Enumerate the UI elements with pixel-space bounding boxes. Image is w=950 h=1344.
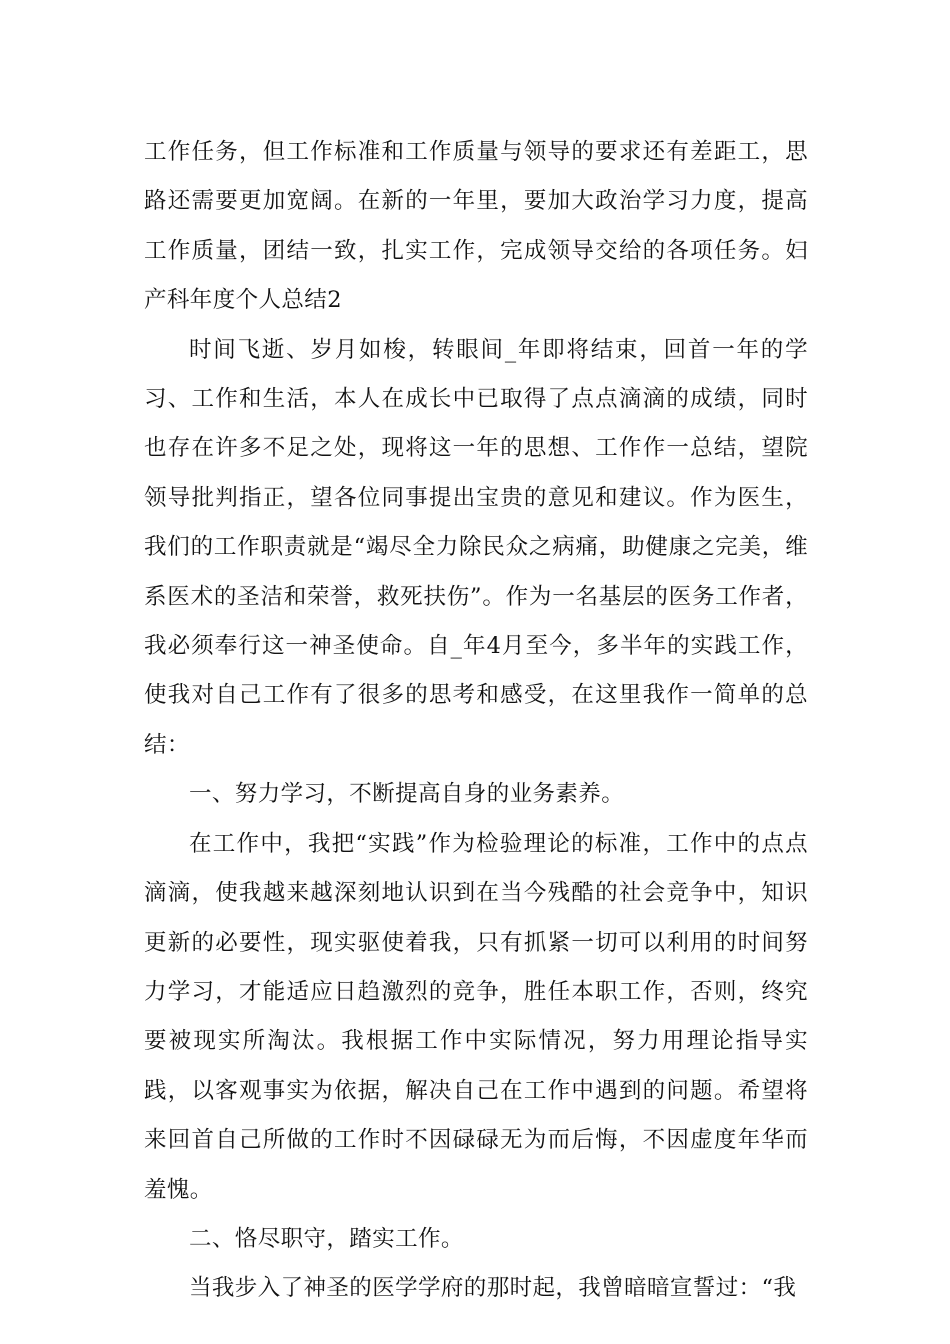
document-body: [144, 128, 808, 1314]
paragraph-duty: 当我步入了神圣的医学学府的那时起，我曾暗暗宣誓过：“我: [189, 1275, 797, 1302]
paragraph-continuation: 工作任务，但工作标准和工作质量与领导的要求还有差距工，思路还需要更加宽阔。在新的一年里，要加大政治学习力度，提高工作质量，团结一致，扎实工作，完成领导交给的各项任务。妇产科年度个人总结2: [144, 139, 808, 314]
paragraph-study: 在工作中，我把“实践”作为检验理论的标准，工作中的点点滴滴，使我越来越深刻地认识到在当今残酷的社会竞争中，知识更新的必要性，现实驱使着我，只有抓紧一切可以利用的时间努力学习，才能适应日趋激烈的竞争，胜任本职工作，否则，终究要被现实所淘汰。我根据工作中实际情况，努力用理论指导实践，以客观事实为依据，解决自己在工作中遇到的问题。希望将来回首自己所做的工作时不因碌碌无为而后悔，不因虚度年华而羞愧。: [144, 830, 808, 1203]
section-heading-study: 一、努力学习，不断提高自身的业务素养。: [189, 781, 625, 808]
section-heading-duty: 二、恪尽职守，踏实工作。: [189, 1225, 464, 1252]
paragraph-summary-intro: 时间飞逝、岁月如梭，转眼间_年即将结束，回首一年的学习、工作和生活，本人在成长中已取得了点点滴滴的成绩，同时也存在许多不足之处，现将这一年的思想、工作作一总结，望院领导批判指正，望各位同事提出宝贵的意见和建议。作为医生，我们的工作职责就是“竭尽全力除民众之病痛，助健康之完美，维系医术的圣洁和荣誉，救死扶伤”。作为一名基层的医务工作者，我必须奉行这一神圣使命。自_年4月至今，多半年的实践工作，使我对自己工作有了很多的思考和感受，在这里我作一简单的总结：: [144, 336, 808, 758]
